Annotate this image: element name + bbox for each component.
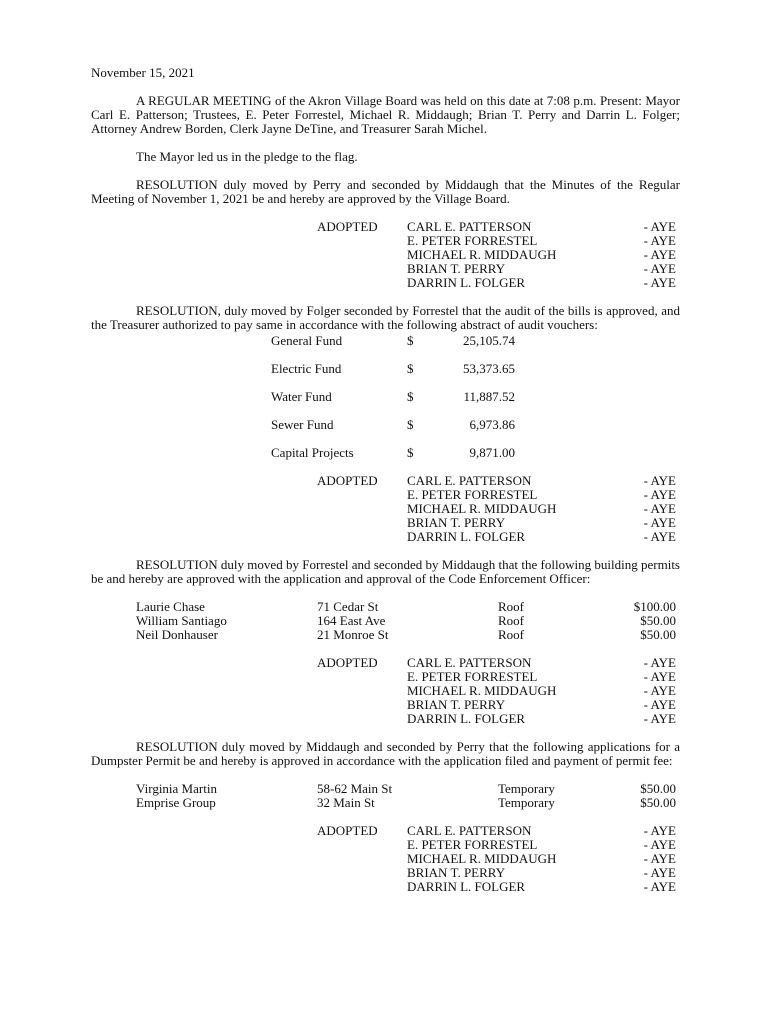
permit-applicant: Neil Donhauser [136,627,218,642]
voter-name: CARL E. PATTERSON [407,219,532,234]
permit-fee: $50.00 [640,781,676,796]
voter-name: E. PETER FORRESTEL [407,837,538,852]
voter-vote: - AYE [643,261,676,276]
permit-address: 58-62 Main St [317,781,393,796]
voter-name: BRIAN T. PERRY [407,261,506,276]
intro-paragraph: A REGULAR MEETING of the Akron Village Board was held on this date at 7:08 p.m. Present: Mayor Carl E. Patterson; Trustees, E. Peter Forrestel, Michael R. Middaugh; Brian T. Perry and Darrin L. Folger; Attorney Andrew Borden, Clerk Jayne DeTine, and Treasurer Sarah Michel. [91,93,680,136]
fund-currency: $ [407,417,414,432]
voter-vote: - AYE [643,711,676,726]
fund-amount: 6,973.86 [469,417,515,432]
voter-vote: - AYE [643,529,676,544]
permit-row [91,782,680,796]
vote-block-4 [91,824,680,894]
permit-type: Temporary [498,781,555,796]
voter-name: DARRIN L. FOLGER [407,711,526,726]
voter-vote: - AYE [643,219,676,234]
resolution-building-permits: RESOLUTION duly moved by Forrestel and seconded by Middaugh that the following building permits be and hereby are approved with the application and approval of the Code Enforcement Officer: [91,557,680,586]
voter-vote: - AYE [643,515,676,530]
fund-row [91,446,680,474]
permit-applicant: William Santiago [136,613,227,628]
voter-name: MICHAEL R. MIDDAUGH [407,683,557,698]
voter-name: BRIAN T. PERRY [407,697,506,712]
fund-name: General Fund [271,333,343,348]
voter-vote: - AYE [643,247,676,262]
adopted-label: ADOPTED [317,473,378,488]
fund-currency: $ [407,333,414,348]
voter-vote: - AYE [643,865,676,880]
voter-name: DARRIN L. FOLGER [407,275,526,290]
adopted-label: ADOPTED [317,655,378,670]
permit-fee: $100.00 [633,599,676,614]
vote-block-1 [91,220,680,290]
voter-name: MICHAEL R. MIDDAUGH [407,851,557,866]
voter-name: BRIAN T. PERRY [407,865,506,880]
voter-name: E. PETER FORRESTEL [407,233,538,248]
resolution-dumpster-permits: RESOLUTION duly moved by Middaugh and seconded by Perry that the following applications for a Dumpster Permit be and hereby is approved in accordance with the application filed and payment of permit fee: [91,739,680,768]
vote-block-3 [91,656,680,726]
voter-name: CARL E. PATTERSON [407,473,532,488]
dumpster-permit-list [91,782,680,810]
resolution-minutes: RESOLUTION duly moved by Perry and seconded by Middaugh that the Minutes of the Regular Meeting of November 1, 2021 be and hereby are approved by the Village Board. [91,177,680,206]
fund-row [91,390,680,418]
vote-block-2 [91,474,680,544]
pledge-paragraph: The Mayor led us in the pledge to the flag. [136,149,358,164]
voter-name: DARRIN L. FOLGER [407,529,526,544]
fund-row [91,418,680,446]
fund-name: Water Fund [271,389,332,404]
permit-fee: $50.00 [640,795,676,810]
fund-amount: 9,871.00 [469,445,515,460]
minutes-page [91,60,680,894]
permit-applicant: Emprise Group [136,795,216,810]
fund-row [91,362,680,390]
permit-address: 32 Main St [317,795,375,810]
permit-type: Roof [498,599,524,614]
fund-name: Capital Projects [271,445,354,460]
fund-amount: 11,887.52 [463,389,515,404]
permit-type: Roof [498,627,524,642]
permit-applicant: Laurie Chase [136,599,205,614]
fund-name: Sewer Fund [271,417,334,432]
voter-name: CARL E. PATTERSON [407,823,532,838]
voter-vote: - AYE [643,851,676,866]
permit-type: Temporary [498,795,555,810]
voter-vote: - AYE [643,879,676,894]
permit-address: 71 Cedar St [317,599,379,614]
voter-vote: - AYE [643,683,676,698]
adopted-label: ADOPTED [317,823,378,838]
permit-row [91,600,680,614]
permit-row [91,796,680,810]
voter-vote: - AYE [643,697,676,712]
fund-currency: $ [407,389,414,404]
voter-name: E. PETER FORRESTEL [407,669,538,684]
permit-fee: $50.00 [640,613,676,628]
voter-name: MICHAEL R. MIDDAUGH [407,501,557,516]
adopted-label: ADOPTED [317,219,378,234]
voter-name: BRIAN T. PERRY [407,515,506,530]
permit-type: Roof [498,613,524,628]
fund-amount: 25,105.74 [463,333,515,348]
voter-vote: - AYE [643,655,676,670]
permit-fee: $50.00 [640,627,676,642]
permit-address: 21 Monroe St [317,627,389,642]
voter-vote: - AYE [643,823,676,838]
permit-address: 164 East Ave [317,613,386,628]
voter-vote: - AYE [643,473,676,488]
audit-fund-table [91,334,680,474]
fund-row [91,334,680,362]
permit-row [91,628,680,642]
fund-currency: $ [407,361,414,376]
building-permit-list [91,600,680,642]
fund-name: Electric Fund [271,361,342,376]
voter-vote: - AYE [643,487,676,502]
voter-vote: - AYE [643,837,676,852]
permit-row [91,614,680,628]
voter-name: MICHAEL R. MIDDAUGH [407,247,557,262]
meeting-date: November 15, 2021 [91,65,195,80]
voter-name: E. PETER FORRESTEL [407,487,538,502]
resolution-audit: RESOLUTION, duly moved by Folger seconded by Forrestel that the audit of the bills is approved, and the Treasurer authorized to pay same in accordance with the following abstract of audit vouchers: [91,303,680,332]
voter-vote: - AYE [643,233,676,248]
permit-applicant: Virginia Martin [136,781,217,796]
voter-vote: - AYE [643,501,676,516]
voter-name: CARL E. PATTERSON [407,655,532,670]
voter-vote: - AYE [643,275,676,290]
fund-amount: 53,373.65 [463,361,515,376]
voter-name: DARRIN L. FOLGER [407,879,526,894]
voter-vote: - AYE [643,669,676,684]
fund-currency: $ [407,445,414,460]
